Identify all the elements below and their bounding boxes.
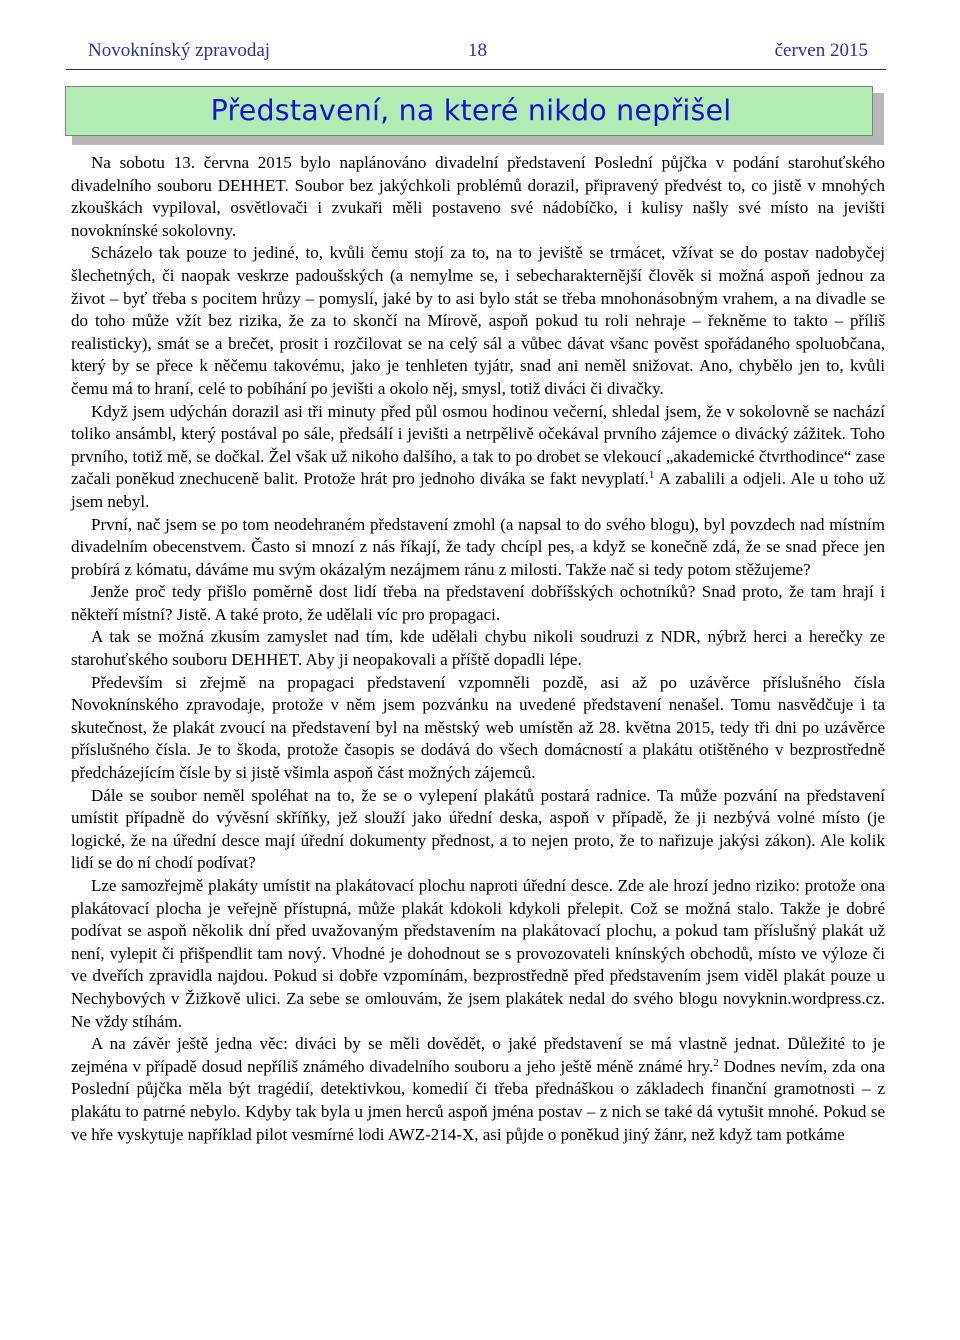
paragraph-text: A zabalili a odjeli. Ale u toho už jsem nebyl. bbox=[71, 469, 886, 511]
paragraph bbox=[71, 401, 885, 514]
issue-date: červen 2015 bbox=[774, 40, 868, 61]
footnote-marker: 1 bbox=[648, 469, 655, 482]
paragraph: Lze samozřejmě plakáty umístit na plakátovací plochu naproti úřední desce. Zde ale hrozí jedno riziko: protože ona plakátovací plocha je veřejně přístupná, může plakát kdokoli kdykoli přelepit. Což se možná stalo. Takže je dobré podívat se aspoň několik dní před uvažovaným představením na plakátovací plochu, a pokud tam příslušný plakát už není, vylepit či přišpendlit tam nový. Vhodné je dohodnout se s provozovateli knínských obchodů, místo ve výloze či ve dveřích zpravidla najdou. Pokud si dobře vzpomínám, bezprostředně před představením jsem viděl plakát pouze u Nechybových v Žižkově ulici. Za sebe se omlouvám, že jsem plakátek nedal do svého blogu novyknin.wordpress.cz. Ne vždy stíhám. bbox=[71, 876, 885, 1031]
paragraph: Na sobotu 13. června 2015 bylo naplánováno divadelní představení Poslední půjčka v podání starohuťského divadelního souboru DEHHET. Soubor bez jakýchkoli problémů dorazil, připravený předvést to, co jistě v mnohých zkouškách vypiloval, osvětlovači i zvukaři měli postaveno své nádobíčko, i kulisy našly své místo na jevišti novoknínské sokolovny. bbox=[71, 153, 885, 240]
paragraph: Především si zřejmě na propagaci představení vzpomněli pozdě, asi až po uzávěrce příslušného čísla Novoknínského zpravodaje, protože v něm jsem pozvánku na uvedené představení nenašel. Tomu nasvědčuje i ta skutečnost, že plakát zvoucí na představení byl na městský web umístěn až 28. května 2015, tedy tři dni po uzávěrce příslušného čísla. Je to škoda, protože časopis se dodává do všech domácností a plakátu otištěného v bezprostředně předcházejícím čísle by si jistě všimla aspoň část možných zájemců. bbox=[71, 672, 885, 783]
page-header bbox=[88, 40, 868, 66]
paragraph: A tak se možná zkusím zamyslet nad tím, kde udělali chybu nikoli soudruzi z NDR, nýbrž herci a herečky ze starohuťského souboru DEHHET. Aby ji neopakovali a příště dopadli lépe. bbox=[71, 627, 885, 670]
header-divider bbox=[66, 69, 886, 70]
paragraph-text: A na závěr ještě jedna věc: diváci by se měli dovědět, o jaké představení se má vlastně jednat. Důležité to je zejména v případě dosud nepříliš známého divadelního souboru a jeho ještě méně známé hry. bbox=[71, 1034, 885, 1076]
publication-name: Novoknínský zpravodaj bbox=[88, 40, 271, 61]
paragraph: Jenže proč tedy přišlo poměrně dost lidí třeba na představení dobříšských ochotníků? Snad proto, že tam hrají i někteří místní? Jistě. A také proto, že udělali víc pro propagaci. bbox=[71, 582, 885, 624]
paragraph: Dále se soubor neměl spoléhat na to, že se o vylepení plakátů postará radnice. Ta může pozvání na představení umístit případně do vývěsní skříňky, jež slouží jako úřední deska, aspoň v případě, že ji nezbývá volné místo (je logické, že na úřední desce mají úřední dokumenty přednost, a to nejen proto, že to nařizuje jakýsi zákon). Ale kolik lidí se do ní chodí podívat? bbox=[71, 785, 885, 873]
paragraph-text: Dodnes nevím, zda ona Poslední půjčka měla být tragédií, detektivkou, komedií či třeba přednáškou o základech finanční gramotnosti – z plakátu to patrné nebylo. Kdyby tak byla u jmen herců aspoň jména postav – z nich se také dá vytušit mnohé. Pokud se ve hře vyskytuje například pilot vesmírné lodi AWZ-214-X, asi půjde o poněkud jiný žánr, než když tam potkáme bbox=[71, 1056, 885, 1144]
article-body bbox=[71, 152, 885, 1146]
paragraph: První, nač jsem se po tom neodehraném představení zmohl (a napsal to do svého blogu), byl povzdech nad místním divadelním obecenstvem. Často si mnozí z nás říkají, že tady chcípl pes, a když se konečně zdá, že se snad přece jen probírá z kómatu, dáváme mu svým okázalým nezájmem ránu z milosti. Takže nač si tedy potom stěžujeme? bbox=[71, 514, 885, 579]
paragraph-text: Když jsem udýchán dorazil asi tři minuty před půl osmou hodinou večerní, shledal jsem, že v sokolovně se nachází toliko ansámbl, který postával po sále, předsálí i jevišti a netrpělivě očekával prvního zájemce o divácký zážitek. Toho prvního, totiž mě, se dočkal. Žel však už nikoho dalšího, a tak to po drobet se vlekoucí „akademické čtvrthodince“ zase začali poněkud znechuceně balit. Protože hrát pro jednoho diváka se fakt nevyplatí. bbox=[71, 401, 885, 489]
paragraph bbox=[71, 1033, 885, 1146]
footnote-marker: 2 bbox=[713, 1056, 719, 1069]
page-number: 18 bbox=[468, 40, 487, 61]
paragraph: Scházelo tak pouze to jediné, to, kvůli čemu stojí za to, na to jeviště se trmácet, vžívat se do postav nadobyčej šlechetných, či naopak veskrze padoušských (a nemylme se, i sebecharakternější člověk si možná aspoň jednou za život – byť třeba s pocitem hrůzy – pomyslí, jaké by to asi bylo stát se třeba mnohonásobným vrahem, a na divadle se do toho může vžít bez rizika, že za to skončí na Mírově, aspoň pokud tu roli nehraje – řekněme to takto – příliš realisticky), smát se a brečet, prosit i rozčilovat se na celý sál a vůbec dávat všanc pověst spořádaného spoluobčana, který by se přece k něčemu takovému, jako je tenhleten tyjátr, snad ani neměl snižovat. Ano, chybělo jen to, kvůli čemu má to hraní, celé to pobíhání po jevišti a okolo něj, smysl, totiž diváci či divačky. bbox=[71, 243, 885, 398]
article-title: Představení, na které nikdo nepřišel bbox=[210, 94, 732, 127]
